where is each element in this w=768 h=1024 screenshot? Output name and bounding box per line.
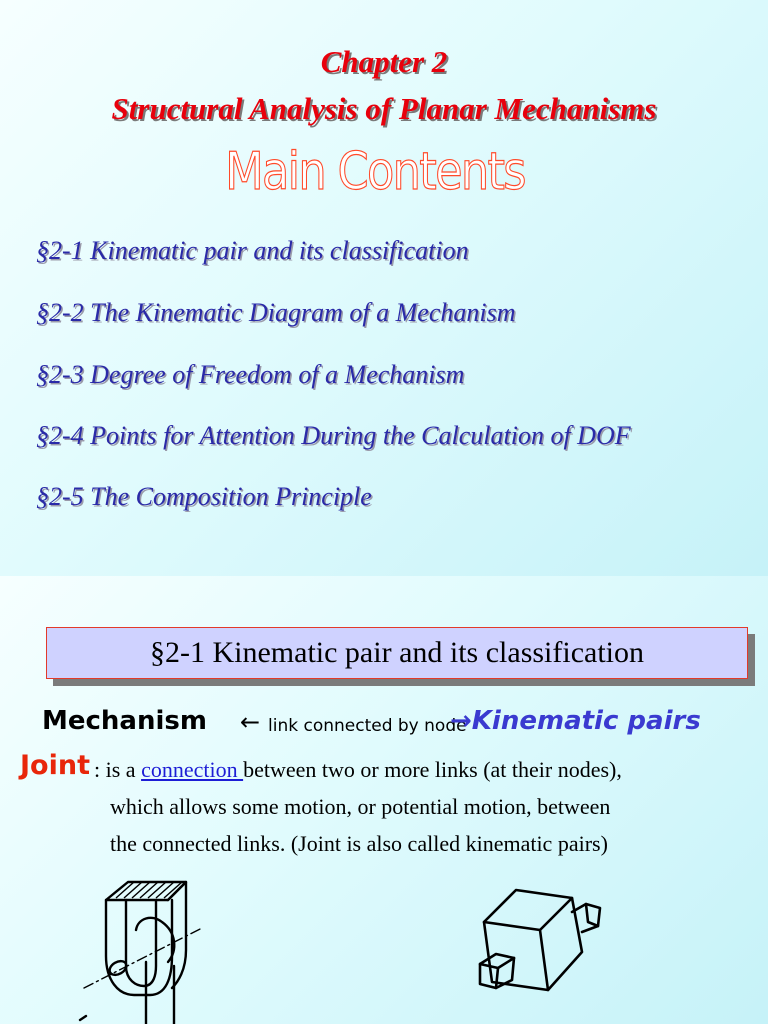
- joint-definition-line-1: [94, 757, 622, 783]
- prismatic-joint-figure: [474, 882, 608, 1024]
- joint-definition-line-3: the connected links. (Joint is also called kinematic pairs): [110, 831, 608, 856]
- kinematic-pairs-label: →Kinematic pairs: [450, 706, 701, 736]
- joint-line1-rest: between two or more links (at their nodes),: [243, 757, 622, 782]
- section-title: §2-1 Kinematic pair and its classification: [149, 636, 645, 669]
- slide-kinematic-pair: [0, 576, 768, 1024]
- joint-definition-line-2: which allows some motion, or potential motion, between: [110, 794, 611, 819]
- mechanism-definition: [42, 704, 768, 744]
- revolute-joint-figure: [76, 870, 216, 1024]
- joint-word: Joint: [20, 750, 90, 781]
- section-title-box: [46, 627, 748, 679]
- toc-item-2-5: §2-5 The Composition Principle: [36, 482, 372, 511]
- mechanism-word: Mechanism: [42, 706, 207, 736]
- connection-link[interactable]: connection: [141, 757, 244, 782]
- main-contents-heading: Main Contents: [225, 142, 525, 202]
- toc-item-2-3: §2-3 Degree of Freedom of a Mechanism: [36, 360, 465, 389]
- chapter-title: Structural Analysis of Planar Mechanisms: [111, 91, 657, 126]
- chapter-number: Chapter 2: [320, 44, 448, 79]
- toc-item-2-2: §2-2 The Kinematic Diagram of a Mechanism: [36, 298, 516, 327]
- joint-prefix: : is a: [94, 757, 142, 782]
- toc-item-2-4: §2-4 Points for Attention During the Calculation of DOF: [36, 421, 631, 450]
- mechanism-phrase: link connected by node: [268, 716, 467, 736]
- toc-item-2-1: §2-1 Kinematic pair and its classification: [36, 236, 469, 265]
- left-arrow-icon: ←: [240, 708, 261, 736]
